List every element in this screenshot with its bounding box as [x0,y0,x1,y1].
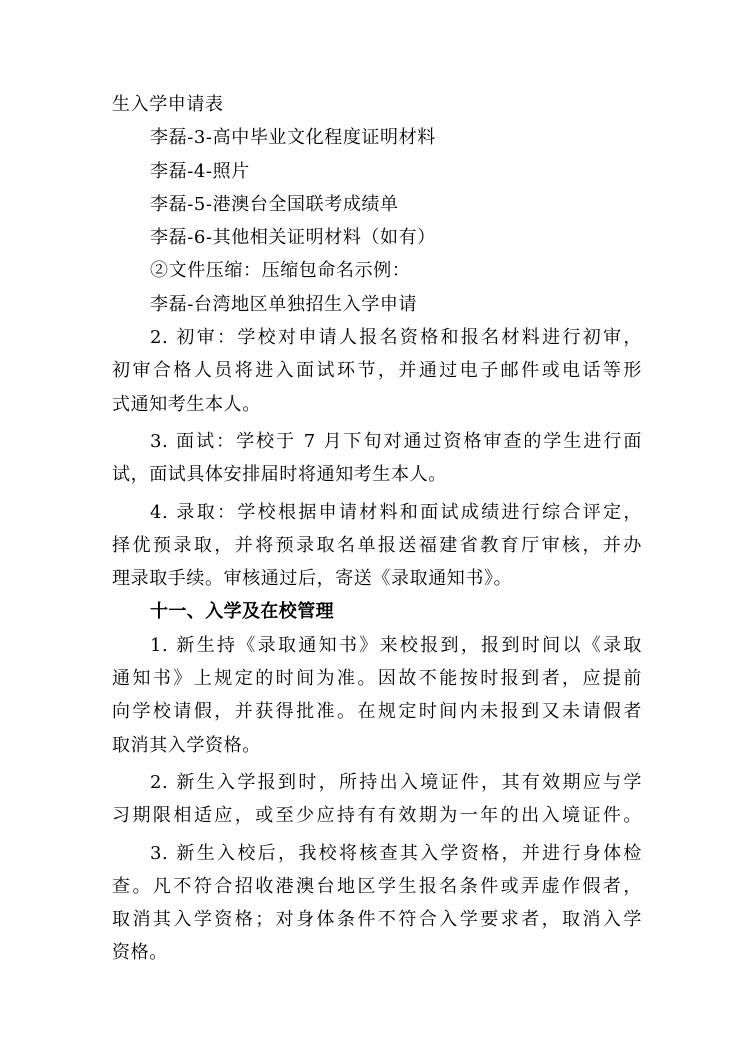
text-line-compression: ②文件压缩：压缩包命名示例： [150,260,411,282]
paragraph-line: 习期限相适应，或至少应持有有效期为一年的出入境证件。 [112,805,642,827]
text-line-file-6: 李磊-6-其他相关证明材料（如有） [150,227,436,249]
paragraph-line: 试，面试具体安排届时将通知考生本人。 [112,464,447,486]
document-body [112,88,642,970]
paragraph-interview [112,425,642,492]
paragraph-registration [112,629,642,762]
text-line-file-4: 李磊-4-照片 [150,160,250,182]
text-line-file-5: 李磊-5-港澳台全国联考成绩单 [150,193,399,215]
paragraph-line: 3. 面试：学校于 7 月下旬对通过资格审查的学生进行面 [150,430,642,452]
paragraph-line: 取消其入学资格；对身体条件不符合入学要求者，取消入学 [112,909,642,931]
paragraph-preliminary-review [112,321,642,421]
paragraph-travel-document [112,766,642,833]
paragraph-line: 理录取手续。审核通过后，寄送《录取通知书》。 [112,568,513,590]
paragraph-line: 初审合格人员将进入面试环节，并通过电子邮件或电话等形 [112,360,642,382]
section-heading: 十一、入学及在校管理 [150,601,334,623]
paragraph-line: 择优预录取，并将预录取名单报送福建省教育厅审核，并办 [112,534,642,556]
text-line-file-3: 李磊-3-高中毕业文化程度证明材料 [150,127,436,149]
paragraph-line: 式通知考生本人。 [112,393,261,415]
paragraph-line: 向学校请假，并获得批准。在规定时间内未报到又未请假者 [112,701,642,723]
paragraph-line: 2. 初审：学校对申请人报名资格和报名材料进行初审， [150,327,642,349]
paragraph-line: 取消其入学资格。 [112,734,261,756]
text-line-application-form: 生入学申请表 [112,94,224,115]
paragraph-line: 通知书》上规定的时间为准。因故不能按时报到者，应提前 [112,668,642,690]
paragraph-qualification-check [112,837,642,970]
paragraph-line: 3. 新生入校后，我校将核查其入学资格，并进行身体检 [150,842,642,864]
paragraph-line: 2. 新生入学报到时，所持出入境证件，其有效期应与学 [150,771,642,793]
paragraph-line: 资格。 [112,942,168,964]
paragraph-line: 查。凡不符合招收港澳台地区学生报名条件或弄虚作假者， [112,875,642,897]
paragraph-line: 1. 新生持《录取通知书》来校报到，报到时间以《录取 [150,634,642,656]
text-line-zip-example: 李磊-台湾地区单独招生入学申请 [150,293,418,315]
paragraph-line: 4. 录取：学校根据申请材料和面试成绩进行综合评定， [150,501,642,523]
paragraph-admission [112,496,642,596]
